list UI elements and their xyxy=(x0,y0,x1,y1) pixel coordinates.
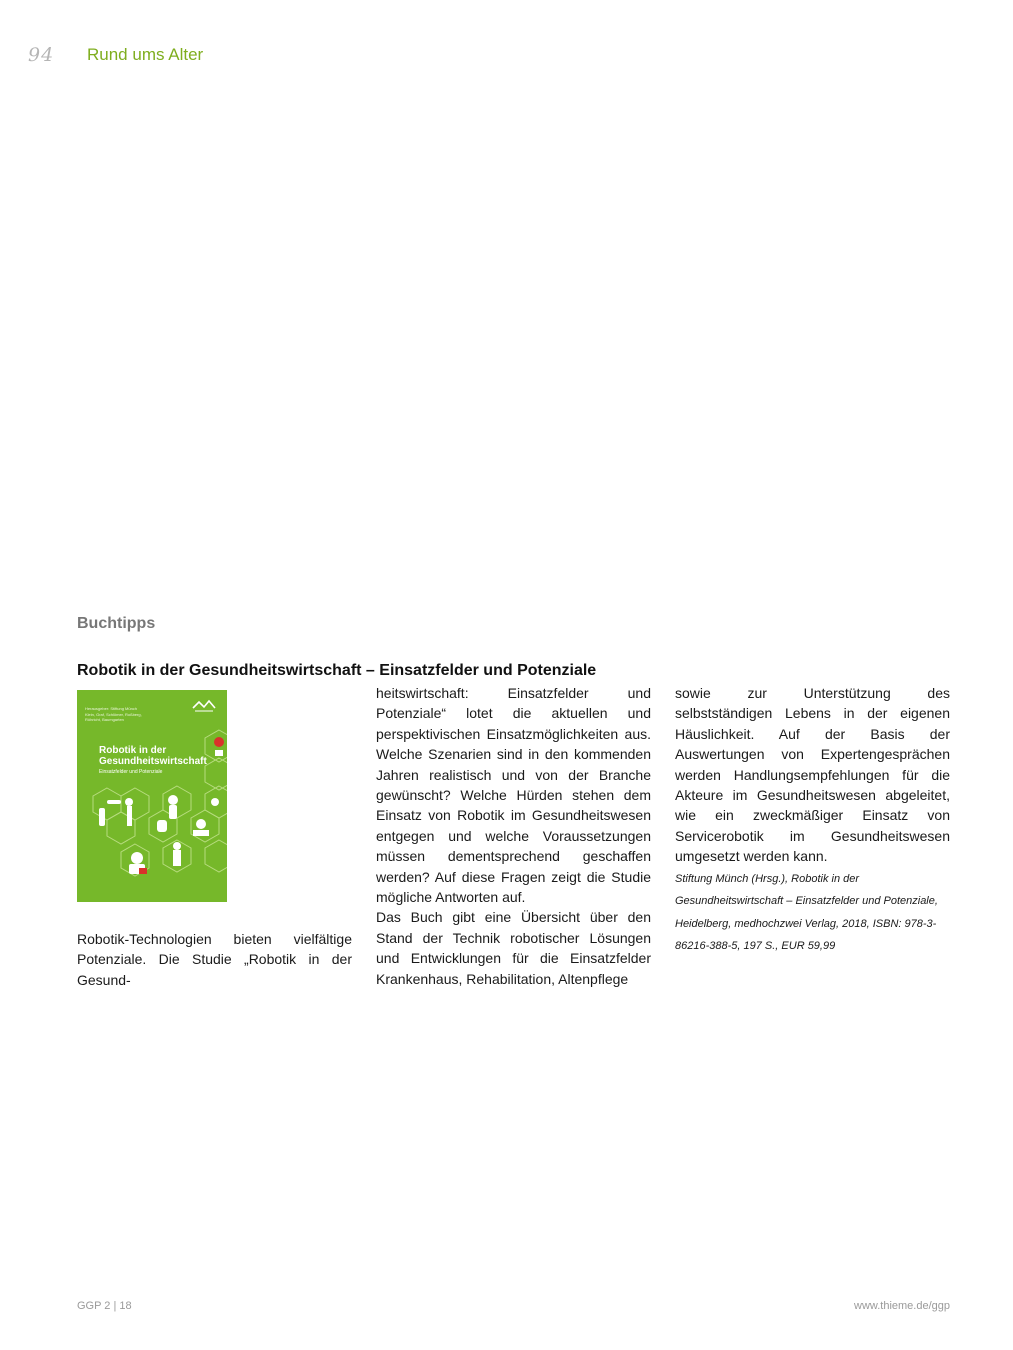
body-paragraph: heitswirtschaft: Einsatzfelder und Potenziale“ lotet die aktuellen und perspektivischen Einsatzmöglichkeiten aus. Welche Szenarien sind in den kommenden Jahren realistisch und von der Branche gewünscht? Welche Hürden stehen dem Einsatz von Robotik im Gesundheitswesen entgegen und welche Voraussetzungen müssen dementsprechend geschaffen werden? Auf diese Fragen zeigt die Studie mögliche Antworten auf. xyxy=(376,685,651,906)
cover-meta: Herausgeber: Stiftung Münch Klein, Graf, Schlömer, Roßberg, Röhricht, Baumgarten xyxy=(85,706,142,722)
running-head: Rund ums Alter xyxy=(87,45,204,64)
cover-title: Robotik in der Gesundheitswirtschaft xyxy=(99,745,207,767)
publisher-logo-icon xyxy=(191,698,217,714)
body-paragraph: Das Buch gibt eine Übersicht über den Stand der Technik robotischer Lösungen und Entwicklungen für die Einsatzfelder Krankenhaus, Rehabilitation, Altenpflege xyxy=(376,909,651,987)
cover-subtitle: Einsatzfelder und Potenziale xyxy=(99,769,163,775)
text-column-2 xyxy=(376,683,651,989)
body-paragraph: Robotik-Technologien bieten vielfältige Potenziale. Die Studie „Robotik in der Gesund- xyxy=(77,931,352,988)
page-number: 94 xyxy=(28,44,55,66)
book-citation: Stiftung Münch (Hrsg.), Robotik in der Gesundheitswirtschaft – Einsatzfelder und Potenziale, Heidelberg, medhochzwei Verlag, 2018, ISBN: 978-3-86216-388-5, 197 S., EUR 59,99 xyxy=(675,872,938,953)
footer-issue: GGP 2 | 18 xyxy=(77,1300,132,1312)
footer-url[interactable]: www.thieme.de/ggp xyxy=(854,1300,950,1312)
text-column-3 xyxy=(675,683,950,958)
book-title: Robotik in der Gesundheitswirtschaft – Einsatzfelder und Potenziale xyxy=(77,662,597,679)
text-column-1 xyxy=(77,929,352,990)
book-cover-image xyxy=(77,690,227,902)
section-title: Buchtipps xyxy=(77,615,156,632)
body-paragraph: sowie zur Unterstützung des selbstständigen Lebens in der eigenen Häuslichkeit. Auf der Basis der Auswertungen von Expertengesprächen werden Handlungsempfehlungen für die Akteure im Gesundheitswesen abgeleitet, wie ein zweckmäßiger Einsatz von Servicerobotik im Gesundheitswesen umgesetzt werden kann. xyxy=(675,685,950,865)
